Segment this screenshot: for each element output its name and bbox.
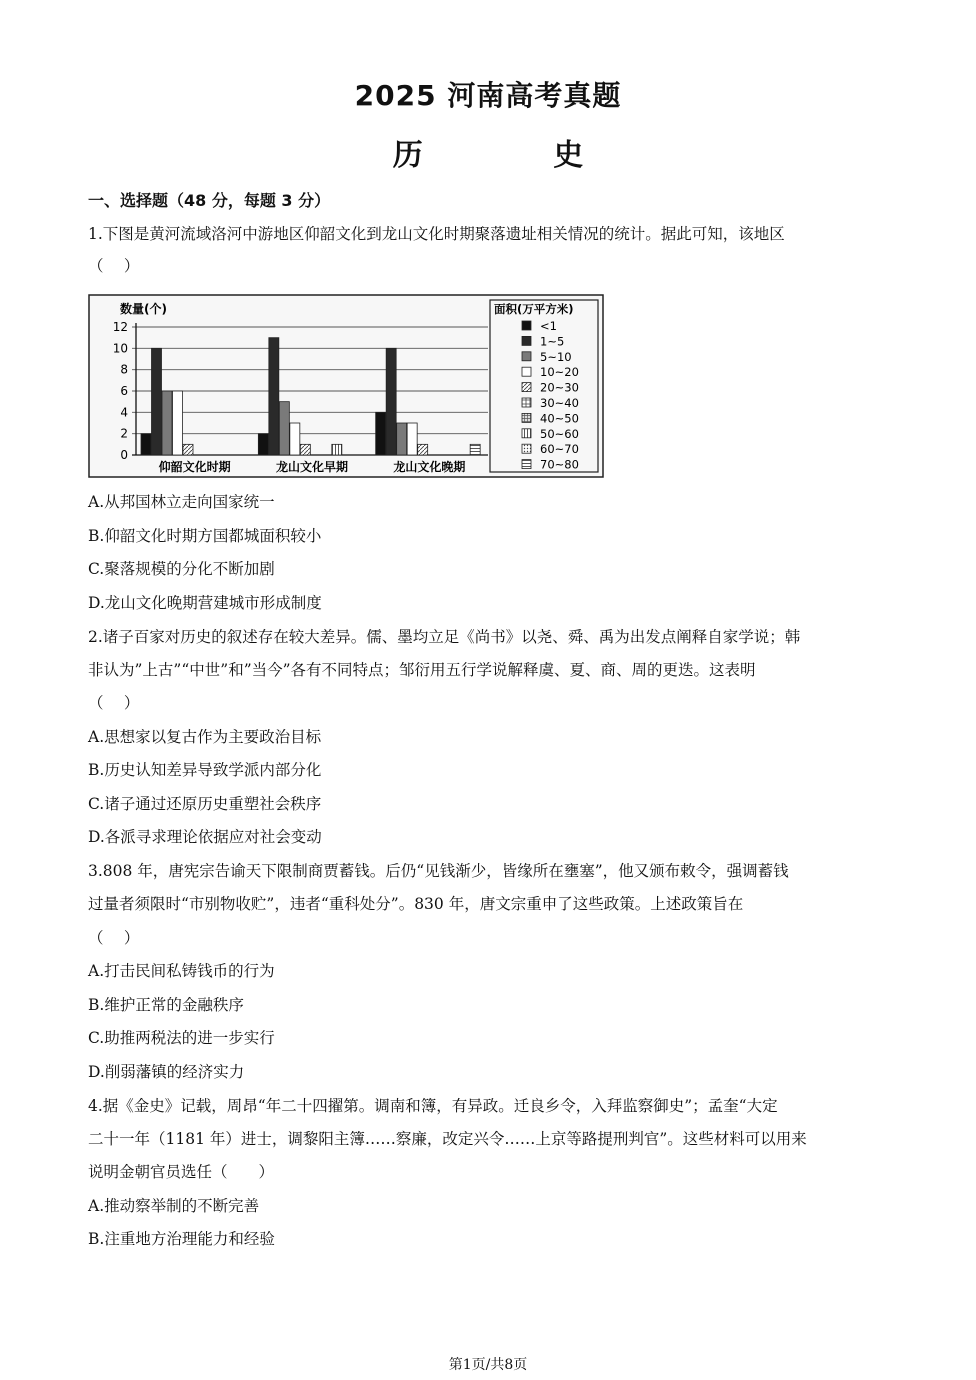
q2-option-d: D.各派寻求理论依据应对社会变动 xyxy=(88,828,322,846)
legend-swatch xyxy=(522,429,531,438)
q1-stem-line-2: （ ） xyxy=(88,257,140,275)
legend-label: 10~20 xyxy=(540,365,579,380)
x-category-label: 龙山文化晚期 xyxy=(393,460,466,474)
bar xyxy=(397,423,407,455)
bar xyxy=(470,444,480,455)
bar xyxy=(269,338,279,455)
legend-label: 30~40 xyxy=(540,396,579,410)
bar xyxy=(258,434,268,455)
q1-option-c: C.聚落规模的分化不断加剧 xyxy=(88,560,275,578)
legend-label: 50~60 xyxy=(540,426,579,441)
y-tick-label: 2 xyxy=(120,426,128,441)
bar xyxy=(300,444,310,455)
q1-stem-line-1: 1.下图是黄河流域洛河中游地区仰韶文化到龙山文化时期聚落遗址相关情况的统计。据此可知，该地区 xyxy=(88,225,785,243)
bar xyxy=(173,391,183,455)
bar xyxy=(183,444,193,455)
q2-option-c: C.诸子通过还原历史重塑社会秩序 xyxy=(88,795,322,813)
bar xyxy=(386,348,396,455)
bar xyxy=(407,423,417,455)
bar xyxy=(332,444,342,455)
q2-stem-line-3: （ ） xyxy=(88,694,140,712)
x-category-label: 龙山文化早期 xyxy=(275,460,349,474)
q3-option-c: C.助推两税法的进一步实行 xyxy=(88,1029,275,1047)
bar xyxy=(418,444,428,455)
legend-label: 70~80 xyxy=(540,457,579,472)
q3-stem-line-2: 过量者须限时“市别物收贮”，违者“重科处分”。830 年，唐文宗重申了这些政策。上述政策旨在 xyxy=(88,895,744,913)
bar xyxy=(290,423,300,455)
bar xyxy=(162,391,172,455)
y-tick-label: 8 xyxy=(120,362,128,377)
q4-option-a: A.推动察举制的不断完善 xyxy=(88,1197,260,1215)
legend-label: <1 xyxy=(540,319,557,333)
q2-option-b: B.历史认知差异导致学派内部分化 xyxy=(88,761,322,779)
y-tick-label: 10 xyxy=(112,341,128,356)
subject-title: 历 史 xyxy=(392,138,644,173)
bar xyxy=(376,412,386,455)
legend-swatch xyxy=(522,367,531,376)
q3-option-b: B.维护正常的金融秩序 xyxy=(88,996,244,1014)
q1-option-a: A.从邦国林立走向国家统一 xyxy=(88,493,275,511)
exam-title: 2025 河南高考真题 xyxy=(354,79,622,112)
legend-label: 60~70 xyxy=(540,442,579,457)
section-header: 一、选择题（48 分，每题 3 分） xyxy=(88,191,331,210)
page-footer: 第1页/共8页 xyxy=(448,1357,528,1373)
q2-stem-line-2: 非认为”上古”“中世”和”当今”各有不同特点；邹衍用五行学说解释虞、夏、商、周的更迭。这表明 xyxy=(88,661,756,679)
q3-stem-line-1: 3.808 年，唐宪宗告谕天下限制商贾蓄钱。后仍“见钱渐少，皆缘所在壅塞”，他又颁布敕令，强调蓄钱 xyxy=(88,862,789,880)
settlement-chart xyxy=(88,294,604,478)
bar xyxy=(141,434,151,455)
legend-label: 1~5 xyxy=(540,334,565,349)
q4-stem-line-2: 二十一年（1181 年）进士，调黎阳主簿……察廉，改定兴令……上京等路提刑判官”。这些材料可以用来 xyxy=(88,1130,807,1148)
bar xyxy=(279,402,289,455)
y-tick-label: 0 xyxy=(120,448,128,462)
x-category-label: 仰韶文化时期 xyxy=(158,460,231,474)
q4-stem-line-3: 说明金朝官员选任（ ） xyxy=(88,1163,275,1181)
q2-option-a: A.思想家以复古作为主要政治目标 xyxy=(88,728,322,746)
q4-stem-line-1: 4.据《金史》记载，周昂“年二十四擢第。调南和簿，有异政。迁良乡令，入拜监察御史”；孟奎“大定 xyxy=(88,1097,778,1115)
legend-title: 面积(万平方米) xyxy=(494,302,574,316)
legend-swatch xyxy=(522,383,531,392)
y-axis-label: 数量(个) xyxy=(120,302,167,316)
legend-swatch xyxy=(522,398,531,407)
q4-option-b: B.注重地方治理能力和经验 xyxy=(88,1230,275,1248)
y-tick-label: 6 xyxy=(120,384,128,398)
y-tick-label: 12 xyxy=(112,320,128,334)
q3-option-d: D.削弱藩镇的经济实力 xyxy=(88,1063,245,1081)
legend-swatch xyxy=(522,321,531,330)
legend-swatch xyxy=(522,444,531,453)
legend-swatch xyxy=(522,460,531,469)
bar xyxy=(152,348,162,455)
y-tick-label: 4 xyxy=(120,405,128,420)
q1-option-b: B.仰韶文化时期方国都城面积较小 xyxy=(88,527,322,545)
q3-stem-line-3: （ ） xyxy=(88,929,140,947)
q1-option-d: D.龙山文化晚期营建城市形成制度 xyxy=(88,594,322,612)
legend-swatch xyxy=(522,413,531,422)
q2-stem-line-1: 2.诸子百家对历史的叙述存在较大差异。儒、墨均立足《尚书》以尧、舜、禹为出发点阐释自家学说；韩 xyxy=(88,628,801,646)
legend-label: 20~30 xyxy=(540,380,579,395)
q3-option-a: A.打击民间私铸钱币的行为 xyxy=(88,962,275,980)
legend-swatch xyxy=(522,336,531,345)
legend-swatch xyxy=(522,352,531,361)
legend-label: 40~50 xyxy=(540,411,579,426)
legend-label: 5~10 xyxy=(540,349,572,364)
